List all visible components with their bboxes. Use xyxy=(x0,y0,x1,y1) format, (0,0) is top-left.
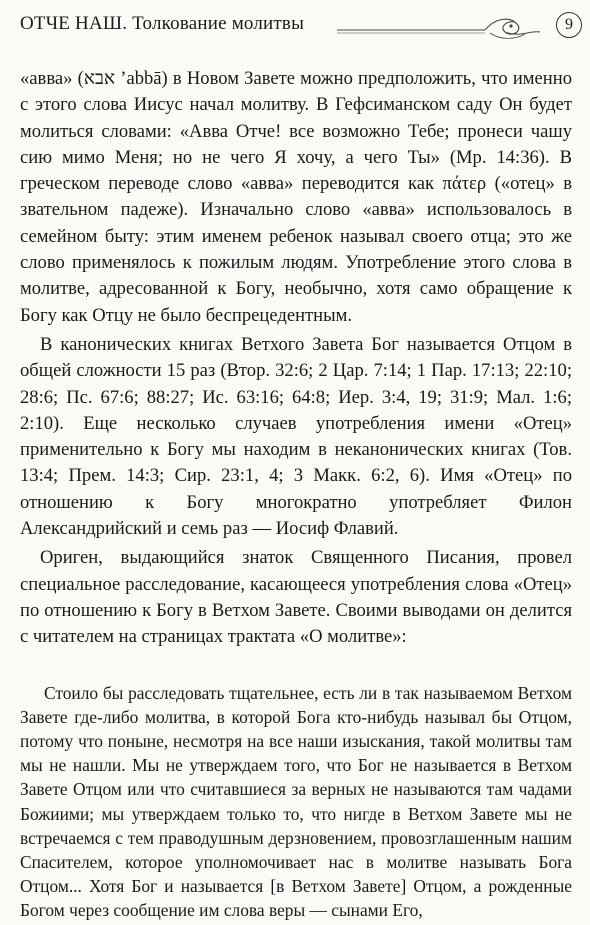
ornament-flourish-icon xyxy=(335,8,545,42)
page-body xyxy=(20,66,572,923)
page-number: 9 xyxy=(556,12,582,38)
paragraph: Ориген, выдающийся знаток Священного Писания, провел специальное расследование, касающееся употребления слова «Отец» по отношению к Богу в Ветхом Завете. Своими выводами он делится с читателем на страницах трактата «О молитве»: xyxy=(20,547,572,648)
running-title: ОТЧЕ НАШ. Толкование молитвы xyxy=(20,13,305,34)
paragraph: В канонических книгах Ветхого Завета Бог называется Отцом в общей сложности 15 раз (Втор. 32:6; 2 Цар. 7:14; 1 Пар. 17:13; 22:10; 28:6; Пс. 67:6; 88:27; Ис. 63:16; 64:8; Иер. 3:4, 19; 31:9; Мал. 1:6; 2:10). Еще несколько случаев употребления имени «Отец» применительно к Богу мы находим в неканонических книгах (Тов. 13:4; Прем. 14:3; Сир. 23:1, 4; 3 Макк. 6:2, 6). Имя «Отец» по отношению к Богу многократно употребляет Филон Александрийский и семь раз — Иосиф Флавий. xyxy=(20,333,572,540)
paragraph: «авва» (אבא ’abbā) в Новом Завете можно предположить, что именно с этого слова Иисус начал молитву. В Гефсиманском саду Он будет молиться словами: «Авва Отче! все возможно Тебе; пронеси чашу сию мимо Меня; но не чего Я хочу, а чего Ты» (Мр. 14:36). В греческом переводе слово «авва» переводится как πάτερ («отец» в звательном падеже). Изначально слово «авва» использовалось в семейном быту: этим именем ребенок называл своего отца; это же слово применялось к пожилым людям. Употребление этого слова в молитве, адресованной к Богу, необычно, хотя само обращение к Богу как Отцу не было беспрецедентным. xyxy=(20,68,572,326)
block-quote: Стоило бы расследовать тщательнее, есть ли в так называемом Ветхом Завете где-либо молитва, в которой Бога кто-нибудь называл бы Отцом, потому что поныне, несмотря на все наши изыскания, такой молитвы там мы не нашли. Мы не утверждаем того, что Бог не называется в Ветхом Завете Отцом или что считавшиеся за верных не называются там чадами Божиими; мы утверждаем только то, что нигде в Ветхом Завете мы не встречаемся с тем праводушным дерзновением, провозглашенным нашим Спасителем, которое уполномочивает нас в молитве называть Бога Отцом... Хотя Бог и называется [в Ветхом Завете] Отцом, а рожденные Богом через сообщение им слова веры — сынами Его, xyxy=(20,682,572,921)
page-header xyxy=(20,8,582,42)
